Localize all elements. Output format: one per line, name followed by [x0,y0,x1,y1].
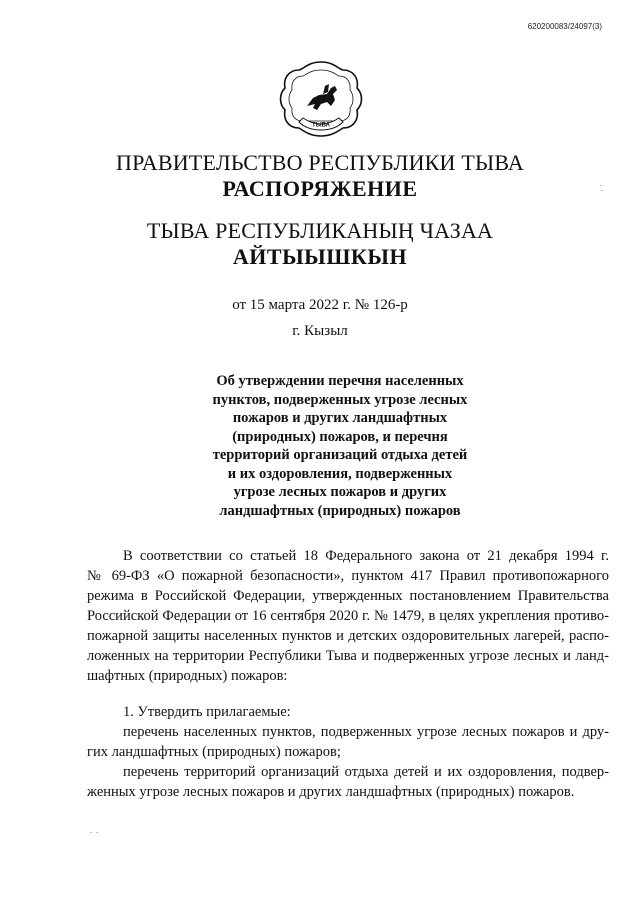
order-city: г. Кызыл [292,323,348,339]
body-line: пожарной защиты населенных пунктов и детских оздоровительных лагерей, распо- [87,628,609,644]
scan-speck [600,185,602,186]
subject-line: (природных) пожаров, и перечня [232,428,448,445]
government-title-tyv: ТЫВА РЕСПУБЛИКАНЫҢ ЧАЗАА [146,218,494,243]
subject-line: ландшафтных (природных) пожаров [219,502,461,519]
emblem-ribbon-text: ТЫВА [312,122,330,129]
subject-line: и их оздоровления, подверженных [227,465,453,482]
document-id: 620200083/24097(3) [527,22,602,31]
subject-line: территорий организаций отдыха детей [212,447,468,463]
body-line: ложенных на территории Республики Тыва и подверженных угрозе лесных и ланд- [87,648,609,664]
body-line: 1. Утвердить прилагаемые: [123,704,291,720]
coat-of-arms-emblem [273,58,369,138]
scan-speck [96,832,98,833]
order-title-tyv: АЙТЫЫШКЫН [232,244,408,269]
body-line: шафтных (природных) пожаров: [87,668,288,684]
body-line: В соответствии со статьей 18 Федерального закона от 21 декабря 1994 г. [123,548,609,564]
subject-line: угрозе лесных пожаров и других [233,484,447,500]
subject-line: Об утверждении перечня населенных [216,373,464,389]
body-line: режима в Российской Федерации, утвержденных постановлением Правительства [87,588,609,604]
order-date-number: от 15 марта 2022 г. № 126-р [232,297,408,313]
body-line: № 69-ФЗ «О пожарной безопасности», пунктом 417 Правил противопожарного [87,568,609,584]
body-line: перечень населенных пунктов, подверженных угрозе лесных пожаров и дру- [123,724,609,740]
subject-line: пожаров и других ландшафтных [232,410,448,426]
preamble-paragraph [87,546,609,686]
body-line: перечень территорий организаций отдыха детей и их оздоровления, подвер- [123,764,609,780]
government-title-ru: ПРАВИТЕЛЬСТВО РЕСПУБЛИКИ ТЫВА [116,150,524,175]
body-line: гих ландшафтных (природных) пожаров; [87,744,341,760]
body-line: Российской Федерации от 16 сентября 2020 г. № 1479, в целях укрепления противо- [87,608,609,624]
order-title-ru: РАСПОРЯЖЕНИЕ [222,176,418,201]
scan-speck [90,832,92,833]
body-line: женных угрозе лесных пожаров и других ландшафтных (природных) пожаров. [87,784,575,800]
subject-line: пунктов, подверженных угрозе лесных [212,391,468,408]
item-1-paragraph [87,702,609,802]
order-subject [150,372,530,520]
scan-speck [601,190,603,191]
